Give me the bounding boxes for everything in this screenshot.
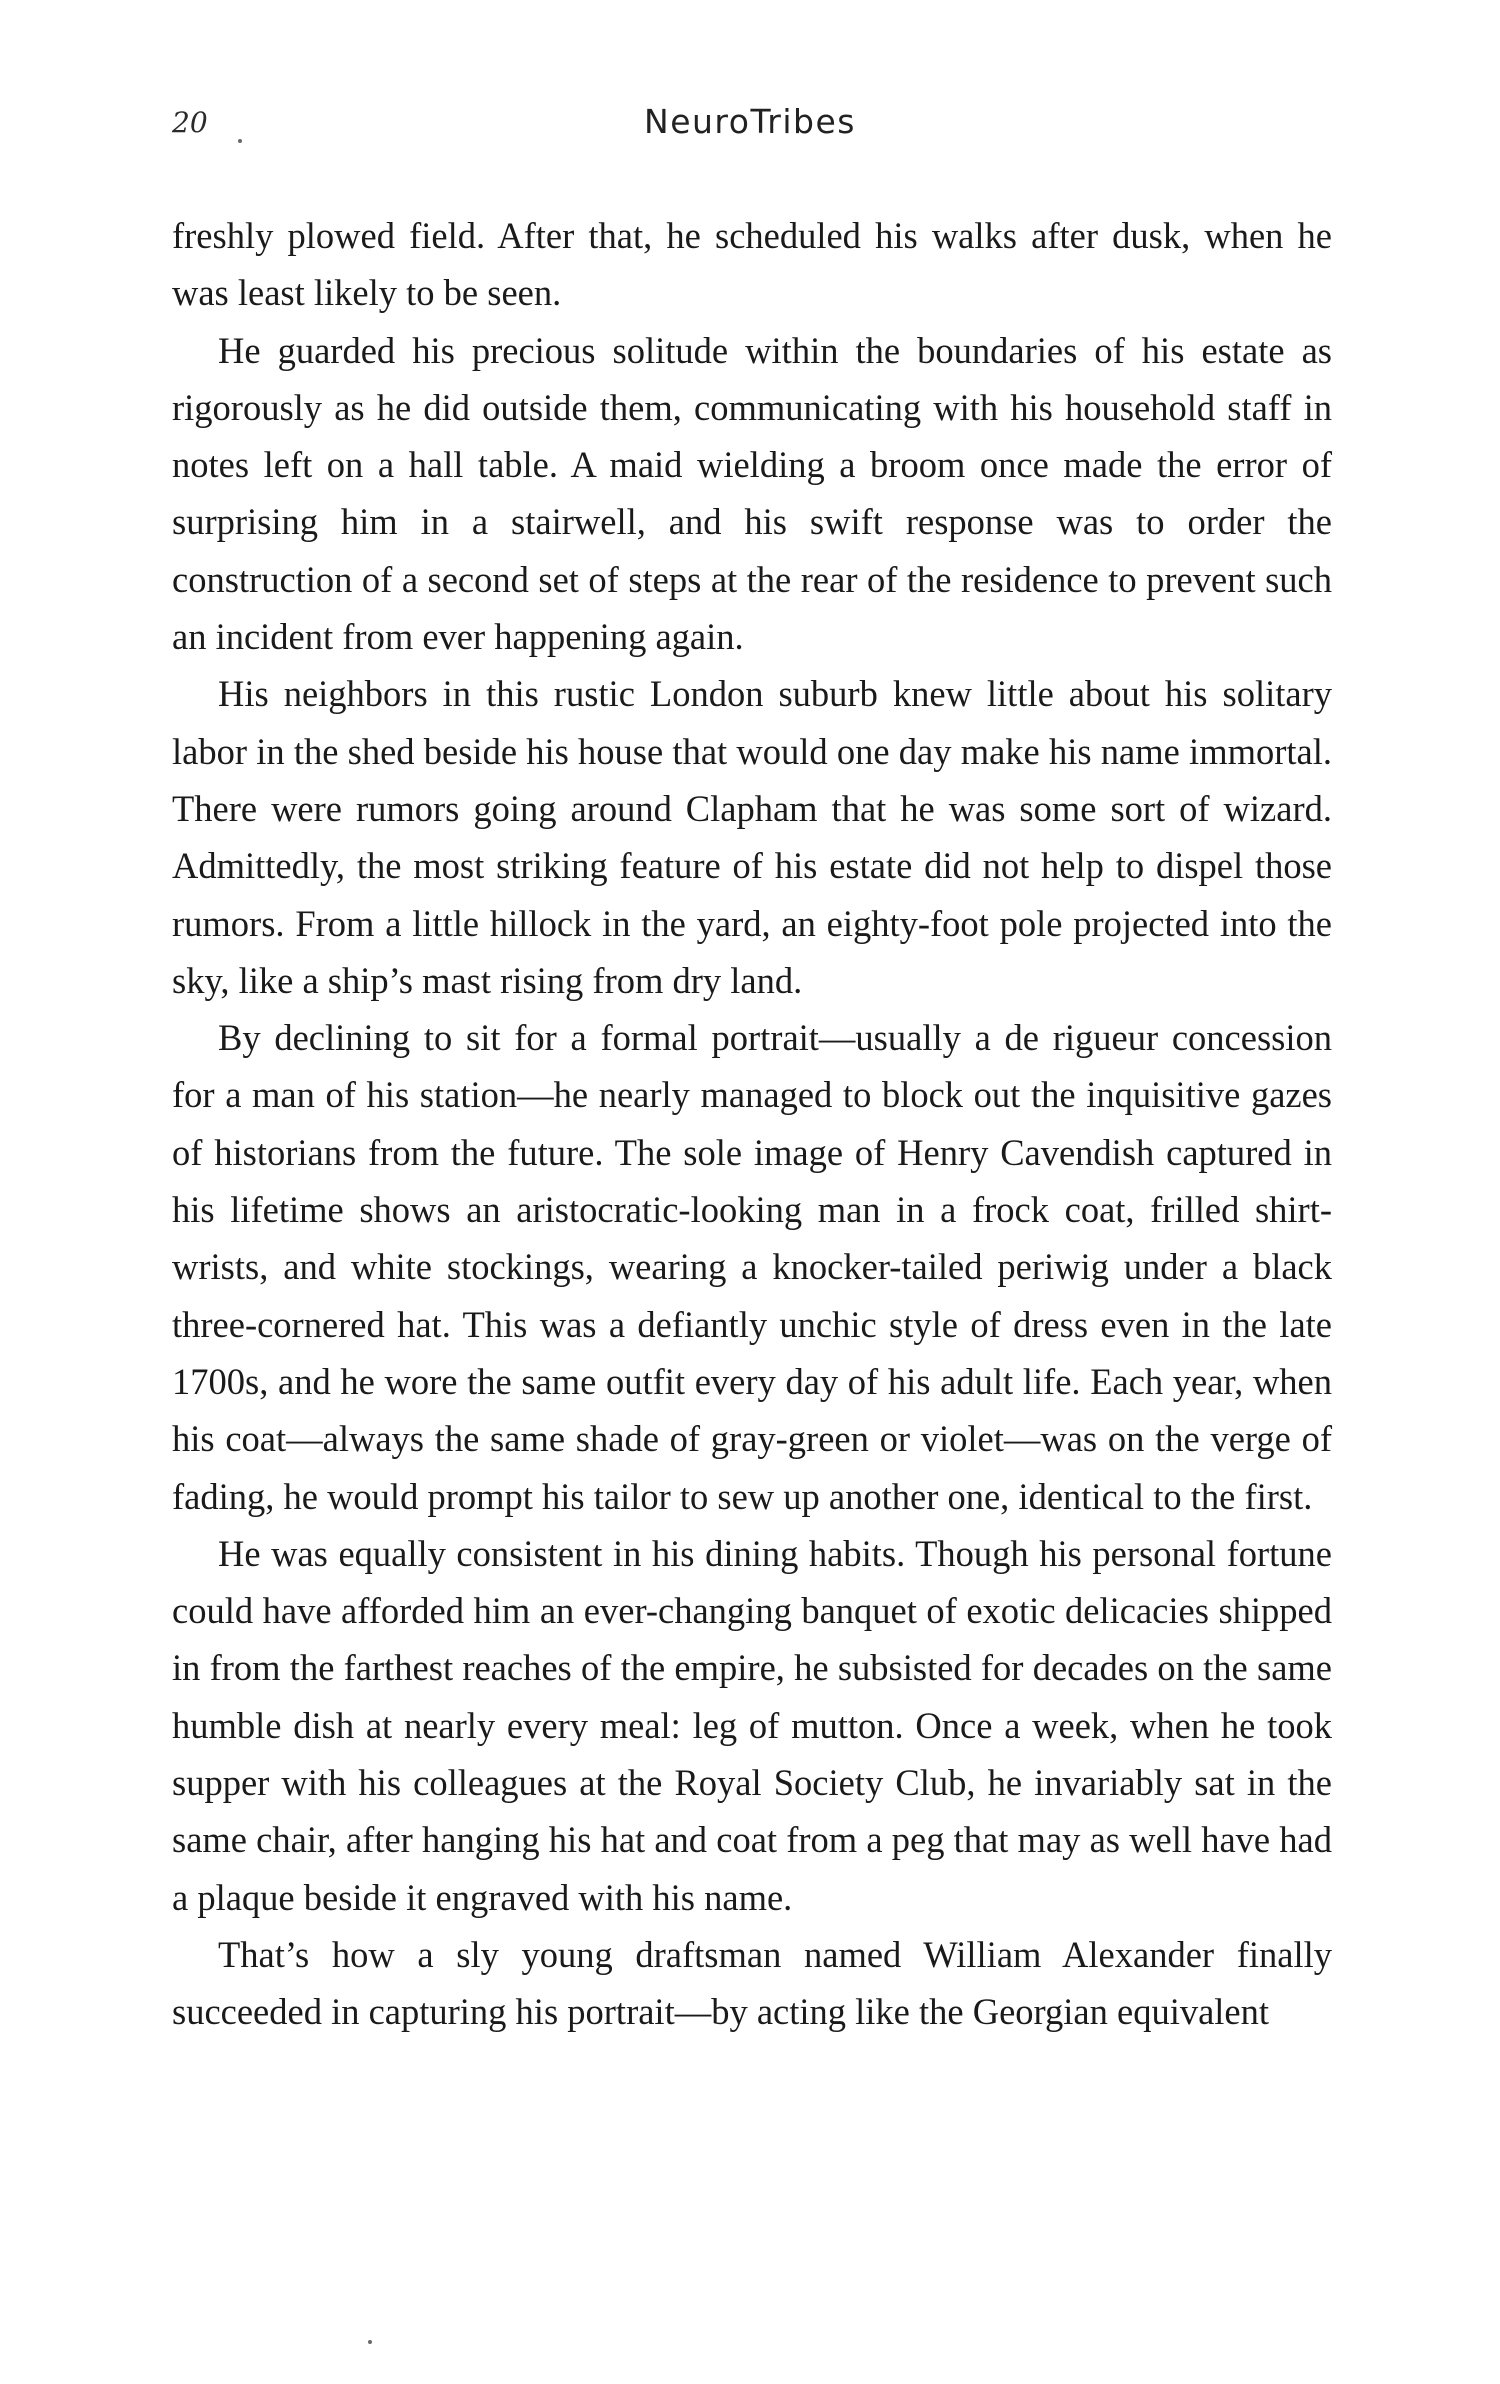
page-header (0, 98, 1500, 158)
speck-mark (368, 2340, 372, 2344)
paragraph: By declining to sit for a formal portrait—usually a de rigueur concession for a man of his station—he nearly managed to block out the inquisitive gazes of historians from the future. The sole image of Henry Cavendish captured in his lifetime shows an aristocratic-looking man in a frock coat, frilled shirt-wrists, and white stockings, wearing a knocker-tailed periwig under a black three-cornered hat. This was a defiantly unchic style of dress even in the late 1700s, and he wore the same outfit every day of his adult life. Each year, when his coat—always the same shade of gray-green or violet—was on the verge of fading, he would prompt his tailor to sew up another one, identical to the first. (172, 1017, 1332, 1517)
paragraph: That’s how a sly young draftsman named William Alexander finally succeeded in capturing his portrait—by acting like the Georgian equivalent (172, 1933, 1332, 2033)
speck-mark (238, 139, 242, 143)
running-head: NeuroTribes (644, 102, 856, 141)
body-text (172, 207, 1332, 2041)
page-number: 20 (172, 106, 208, 139)
paragraph: He guarded his precious solitude within the boundaries of his estate as rigorously as he did outside them, communicating with his household staff in notes left on a hall table. A maid wielding a broom once made the error of surprising him in a stairwell, and his swift response was to order the construction of a second set of steps at the rear of the residence to prevent such an incident from ever happening again. (172, 329, 1332, 658)
paragraph: His neighbors in this rustic London suburb knew little about his solitary labor in the shed beside his house that would one day make his name immortal. There were rumors going around Clapham that he was some sort of wizard. Admittedly, the most striking feature of his estate did not help to dispel those rumors. From a little hillock in the yard, an eighty-foot pole projected into the sky, like a ship’s mast rising from dry land. (172, 673, 1332, 1001)
paragraph: freshly plowed field. After that, he scheduled his walks after dusk, when he was least likely to be seen. (172, 215, 1332, 314)
paragraph: He was equally consistent in his dining habits. Though his personal fortune could have afforded him an ever-changing banquet of exotic delicacies shipped in from the farthest reaches of the empire, he subsisted for decades on the same humble dish at nearly every meal: leg of mutton. Once a week, when he took supper with his colleagues at the Royal Society Club, he invariably sat in the same chair, after hanging his hat and coat from a peg that may as well have had a plaque beside it engraved with his name. (172, 1532, 1332, 1918)
